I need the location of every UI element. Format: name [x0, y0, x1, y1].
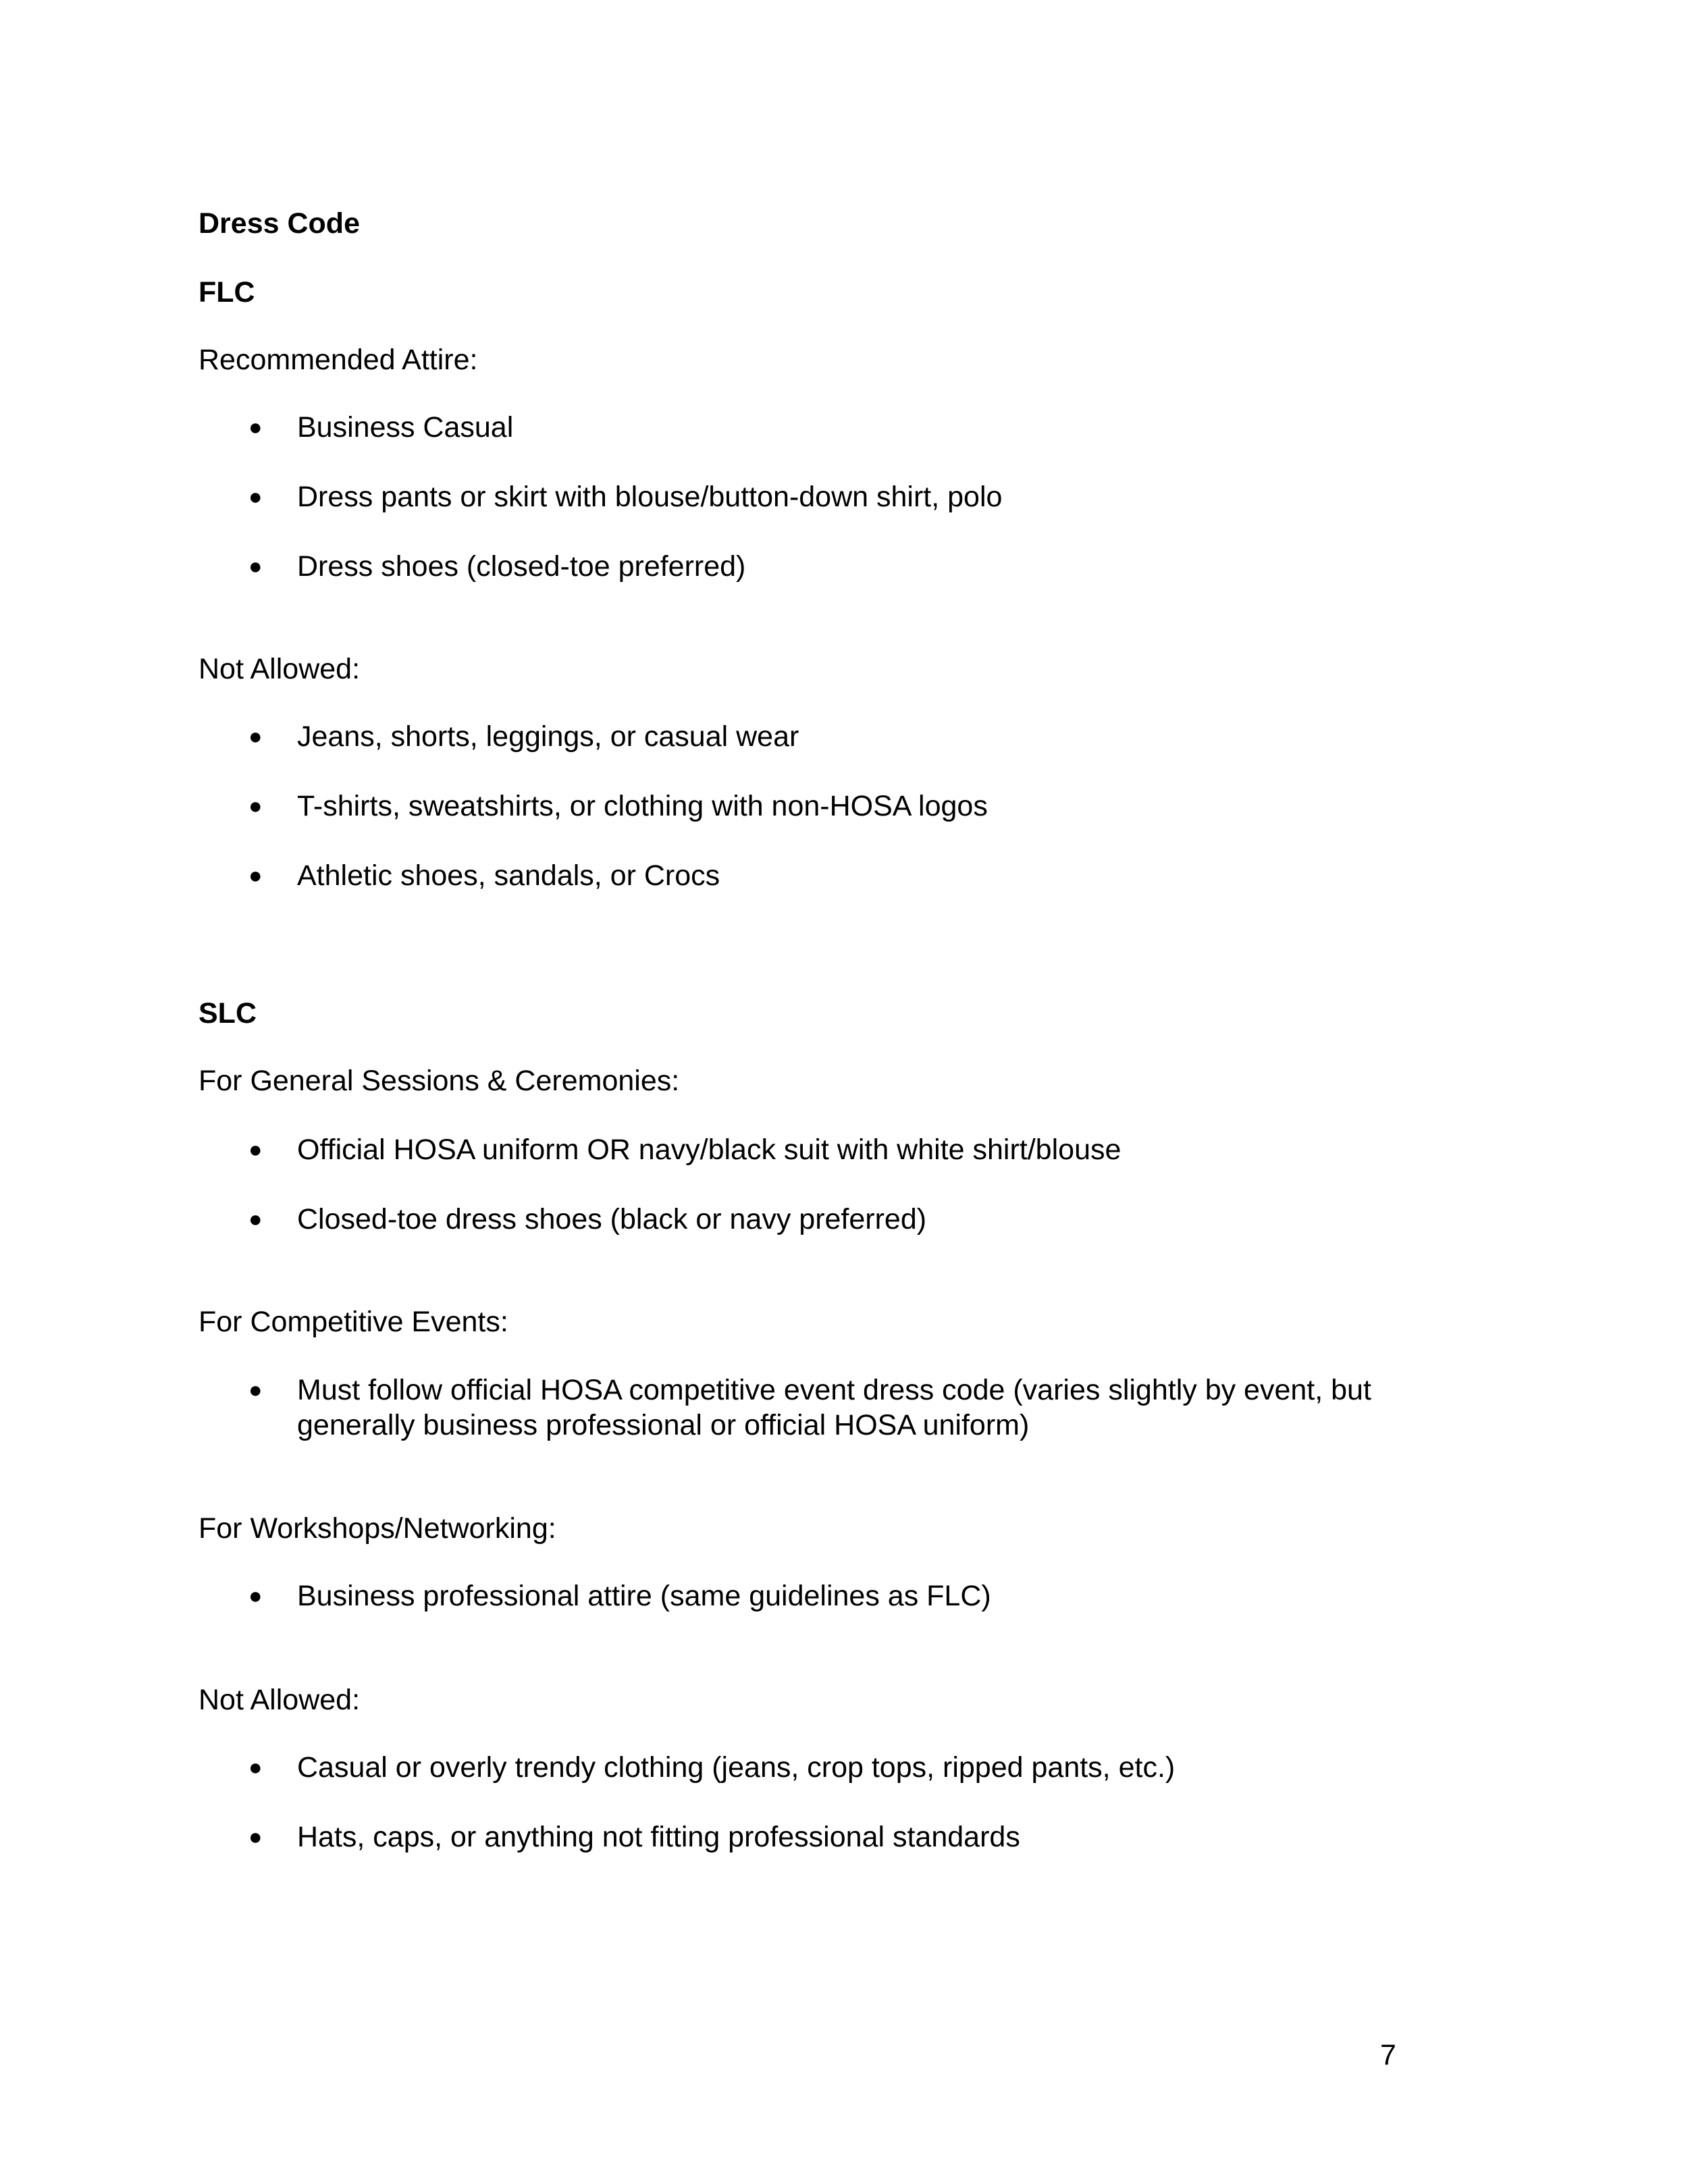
list-item-text: Casual or overly trendy clothing (jeans, crop tops, ripped pants, etc.) [297, 1751, 1176, 1784]
bullet-icon: ● [248, 1377, 263, 1403]
list-item-text: T-shirts, sweatshirts, or clothing with non-HOSA logos [297, 790, 988, 822]
bullet-icon: ● [248, 554, 263, 579]
page-number: 7 [1380, 2039, 1396, 2071]
list-item-text: Jeans, shorts, leggings, or casual wear [297, 720, 799, 753]
slc-general-label: For General Sessions & Ceremonies: [199, 1065, 680, 1097]
flc-recommended-label: Recommended Attire: [199, 344, 478, 376]
bullet-icon: ● [248, 793, 263, 819]
list-item-text: Athletic shoes, sandals, or Crocs [297, 859, 720, 892]
slc-competitive-label: For Competitive Events: [199, 1306, 508, 1338]
list-item-text: Dress shoes (closed-toe preferred) [297, 550, 746, 583]
bullet-icon: ● [248, 1824, 263, 1850]
list-item-text: Dress pants or skirt with blouse/button-down shirt, polo [297, 481, 1003, 513]
bullet-icon: ● [248, 1206, 263, 1232]
list-item-text: Closed-toe dress shoes (black or navy preferred) [297, 1203, 927, 1235]
list-item-text: Hats, caps, or anything not fitting professional standards [297, 1821, 1020, 1853]
bullet-icon: ● [248, 1583, 263, 1609]
slc-not-allowed-label: Not Allowed: [199, 1684, 361, 1716]
flc-heading: FLC [199, 276, 255, 309]
bullet-icon: ● [248, 724, 263, 749]
bullet-icon: ● [248, 863, 263, 888]
bullet-icon: ● [248, 1755, 263, 1780]
slc-heading: SLC [199, 997, 257, 1030]
page-title: Dress Code [199, 207, 360, 240]
bullet-icon: ● [248, 415, 263, 440]
list-item-text: Official HOSA uniform OR navy/black suit with white shirt/blouse [297, 1134, 1122, 1166]
list-item-text-continued: generally business professional or official HOSA uniform) [297, 1409, 1030, 1441]
list-item-text: Business professional attire (same guidelines as FLC) [297, 1580, 991, 1612]
bullet-icon: ● [248, 1137, 263, 1163]
bullet-icon: ● [248, 484, 263, 510]
list-item-text: Business Casual [297, 411, 514, 444]
list-item-text: Must follow official HOSA competitive event dress code (varies slightly by event, but [297, 1374, 1371, 1406]
flc-not-allowed-label: Not Allowed: [199, 653, 361, 685]
slc-workshops-label: For Workshops/Networking: [199, 1512, 556, 1545]
